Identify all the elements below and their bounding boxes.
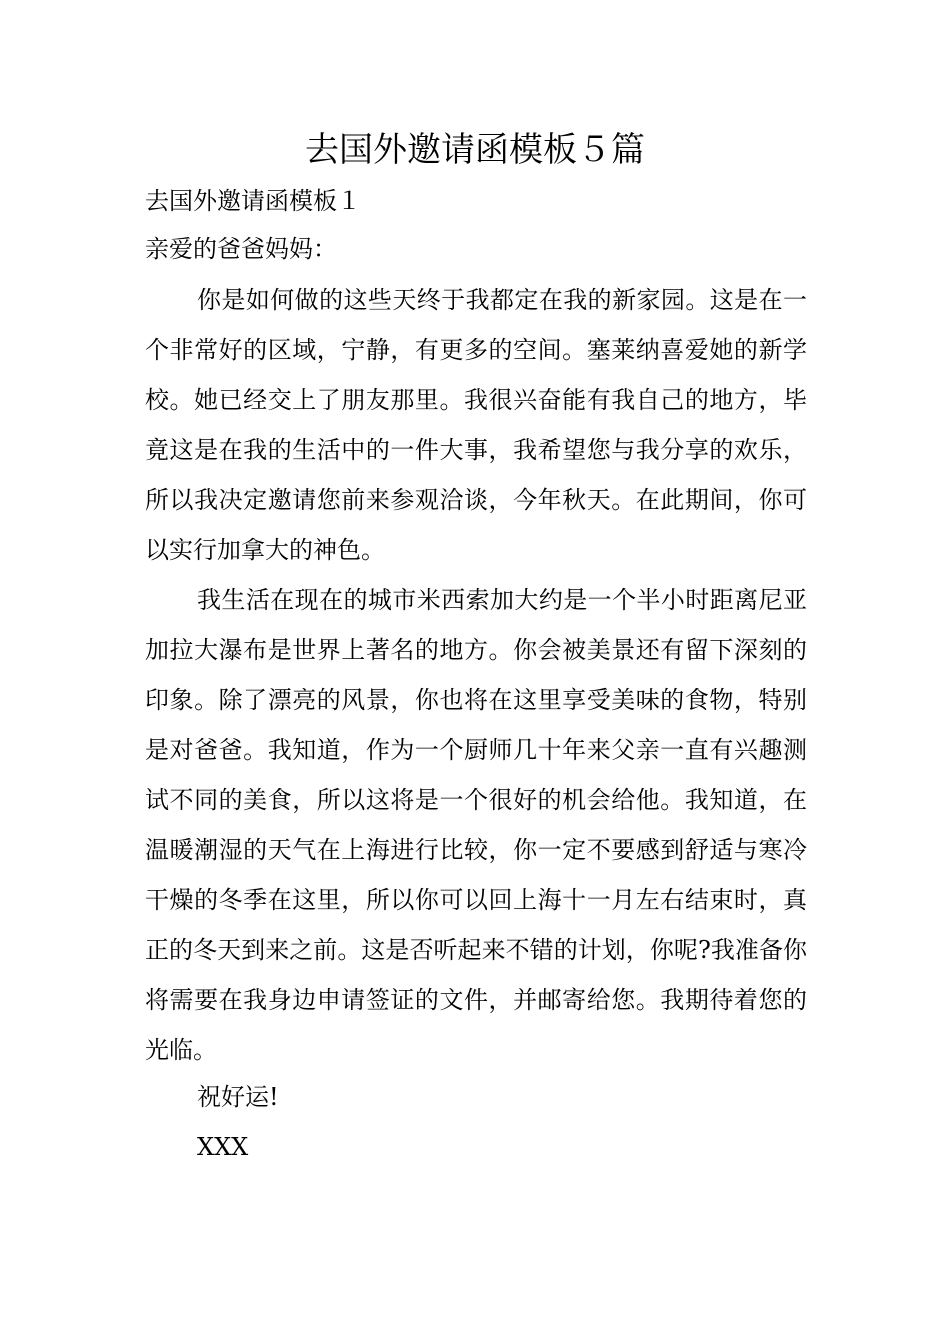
document-title: 去国外邀请函模板５篇	[305, 130, 645, 170]
letter-subtitle: 去国外邀请函模板１	[145, 187, 361, 215]
paragraph-2: 我生活在现在的城市米西索加大约是一个半小时距离尼亚加拉大瀑布是世界上著名的地方。你会被美景还有留下深刻的印象。除了漂亮的风景，你也将在这里享受美味的食物，特别是对爸爸。我知道，作为一个厨师几十年来父亲一直有兴趣测试不同的美食，所以这将是一个很好的机会给他。我知道，在温暖潮湿的天气在上海进行比较，你一定不要感到舒适与寒冷干燥的冬季在这里，所以你可以回上海十一月左右结束时，真正的冬天到来之前。这是否听起来不错的计划，你呢?我准备你将需要在我身边申请签证的文件，并邮寄给您。我期待着您的光临。	[145, 586, 807, 1064]
salutation: 亲爱的爸爸妈妈：	[145, 235, 337, 263]
paragraph-1: 你是如何做的这些天终于我都定在我的新家园。这是在一个非常好的区域，宁静，有更多的空间。塞莱纳喜爱她的新学校。她已经交上了朋友那里。我很兴奋能有我自己的地方，毕竟这是在我的生活中的一件大事，我希望您与我分享的欢乐，所以我决定邀请您前来参观洽谈，今年秋天。在此期间，你可以实行加拿大的神色。	[145, 286, 807, 564]
signature: XXX	[197, 1133, 249, 1161]
closing: 祝好运!	[197, 1083, 279, 1111]
